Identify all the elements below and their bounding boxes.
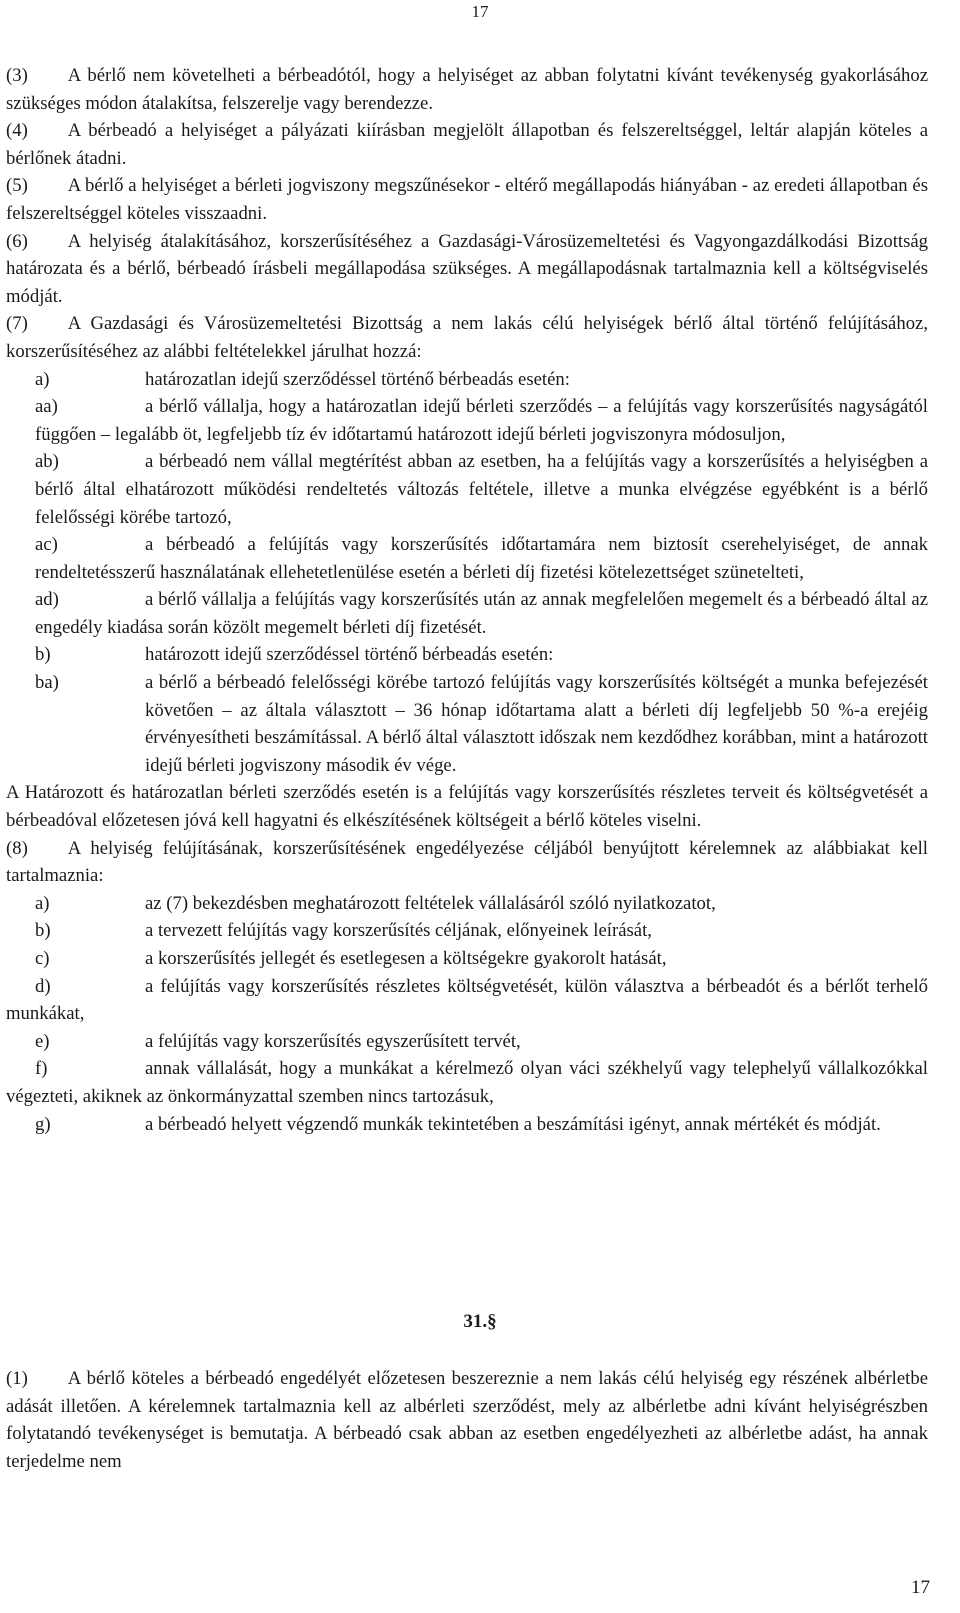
list-item-text: az (7) bekezdésben meghatározott feltételek vállalásáról szóló nyilatkozatot, (145, 892, 716, 914)
page-number-top: 17 (471, 2, 489, 21)
list-item-ac (6, 531, 928, 586)
list-item-text: a bérbeadó nem vállal megtérítést abban az esetben, ha a felújítás vagy a korszerűsítés a helyiségben a bérlő által elhatározott működési rendeltetés változás feltétele, illetve a munka elvégzése egyébként is a bérlő felelősségi körébe tartozó, (35, 451, 928, 528)
list-item-text: a bérlő a bérbeadó felelősségi körébe tartozó felújítás vagy korszerűsítés költségét a munka befejezését követően – az általa választott – 36 hónap időtartama alatt a bérleti díj legfeljebb 50 %-a erejéig érvényesítheti beszámítással. A bérlő által választott időszak nem kezdődhez korábban, mint a határozott idejű bérleti jogviszony második év vége. (145, 672, 928, 776)
paragraph-6 (6, 228, 928, 311)
paragraph-8 (6, 835, 928, 890)
list-item-label: aa) (35, 396, 58, 418)
list-item-label: a) (35, 368, 50, 390)
list-item-8f (6, 1055, 928, 1110)
paragraph-7-closing: A Határozott és határozatlan bérleti szerződés esetén is a felújítás vagy korszerűsítés részletes terveit és költségvetését a bérbeadóval előzetesen jóvá kell hagyatni és elkészítésének költségeit a bérlő köteles viselni. (6, 782, 928, 832)
paragraph-5 (6, 172, 928, 227)
list-item-text: a bérlő vállalja a felújítás vagy korszerűsítés után az annak megfelelően megemelt és a bérbeadó által az engedély kiadása során közölt megemelt bérleti díj fizetését. (35, 589, 928, 638)
list-item-label: f) (35, 1058, 48, 1080)
paragraph-text: A bérlő nem követelheti a bérbeadótól, hogy a helyiséget az abban folytatni kívánt tevékenység gyakorlásához szükséges módon átalakítsa, felszerelje vagy berendezze. (6, 65, 928, 114)
paragraph-number: (4) (6, 120, 28, 142)
paragraph-3 (6, 62, 928, 117)
list-item-text: a tervezett felújítás vagy korszerűsítés céljának, előnyeinek leírását, (145, 920, 652, 942)
list-item-8a (6, 890, 928, 918)
paragraph-text: A helyiség felújításának, korszerűsítésének engedélyezése céljából benyújtott kérelemnek az alábbiakat kell tartalmaznia: (6, 837, 928, 887)
paragraph-number: (8) (6, 837, 28, 859)
document-body (6, 62, 928, 1138)
paragraph-text: A bérbeadó a helyiséget a pályázati kiírásban megjelölt állapotban és felszereltséggel, leltár alapján köteles a bérlőnek átadni. (6, 120, 928, 169)
paragraph-number: (5) (6, 175, 28, 197)
section-heading: 31.§ (463, 1311, 497, 1332)
list-item-text: annak vállalását, hogy a munkákat a kérelmező olyan váci székhelyű vagy telephelyű vállalkozókkal végezteti, akiknek az önkormányzattal szemben nincs tartozásuk, (6, 1058, 928, 1107)
list-item-label: b) (35, 920, 51, 942)
list-item-label: a) (35, 892, 50, 914)
list-item-label: ba) (35, 672, 59, 694)
list-item-text: a felújítás vagy korszerűsítés részletes költségvetését, külön választva a bérbeadót és a bérlőt terhelő munkákat, (6, 975, 928, 1025)
list-item-8c (6, 945, 928, 973)
list-item-a (35, 366, 928, 394)
list-item-ab (6, 448, 928, 531)
list-item-ba (35, 669, 928, 779)
section-31-paragraph-1 (6, 1365, 928, 1475)
paragraph-number: (3) (6, 65, 28, 86)
list-item-label: b) (35, 644, 51, 666)
list-item-8g (6, 1111, 928, 1139)
list-item-label: ac) (35, 534, 58, 556)
list-item-text: a bérbeadó a felújítás vagy korszerűsítés időtartamára nem biztosít cserehelyiséget, de annak rendeltetésszerű használatának ellehetetlenülése esetén a bérleti díj fizetési kötelezettséget szünetelteti, (35, 534, 928, 583)
list-item-ad (6, 586, 928, 641)
list-item-label: e) (35, 1030, 50, 1052)
list-item-label: ad) (35, 589, 59, 611)
paragraph-text: A Gazdasági és Városüzemeltetési Bizottság a nem lakás célú helyiségek bérlő által történő felújításához, korszerűsítéséhez az alábbi feltételekkel járulhat hozzá: (6, 313, 928, 362)
list-item-8b (6, 917, 928, 945)
paragraph-text: A bérlő a helyiséget a bérleti jogviszony megszűnésekor - eltérő megállapodás hiányában - az eredeti állapotban és felszereltséggel köteles visszaadni. (6, 175, 928, 224)
paragraph-4 (6, 117, 928, 172)
list-item-8e (6, 1028, 928, 1056)
page-number-bottom: 17 (911, 1577, 930, 1598)
list-item-label: d) (35, 975, 51, 997)
list-item-text: a bérbeadó helyett végzendő munkák tekintetében a beszámítási igényt, annak mértékét és módját. (145, 1113, 881, 1135)
list-item-text: a felújítás vagy korszerűsítés egyszerűsített tervét, (145, 1030, 521, 1052)
list-item-text: a bérlő vállalja, hogy a határozatlan idejű bérleti szerződés – a felújítás vagy korszerűsítés nagyságától függően – legalább öt, legfeljebb tíz év időtartamú határozott idejű bérleti jogviszonyra módosuljon, (35, 396, 928, 445)
paragraph-text: A bérlő köteles a bérbeadó engedélyét előzetesen beszereznie a nem lakás célú helyiség egy részének albérletbe adását illetően. A kérelemnek tartalmaznia kell az albérleti szerződést, mely az albérletbe adni kívánt helyiségrészben folytatandó tevékenységet is bemutatja. A bérbeadó csak abban az esetben engedélyezheti az albérletbe adást, ha annak terjedelme nem (6, 1368, 928, 1472)
section-31-body (6, 1365, 928, 1475)
paragraph-text: A helyiség átalakításához, korszerűsítéséhez a Gazdasági-Városüzemeltetési és Vagyongazdálkodási Bizottság határozata és a bérlő, bérbeadó írásbeli megállapodása szükséges. A megállapodásnak tartalmaznia kell a költségviselés módját. (6, 230, 928, 307)
list-item-label: c) (35, 948, 50, 969)
paragraph-number: (7) (6, 313, 28, 335)
paragraph-number: (1) (6, 1368, 28, 1389)
list-item-aa (6, 393, 928, 448)
paragraph-number: (6) (6, 230, 28, 252)
list-item-text: határozatlan idejű szerződéssel történő bérbeadás esetén: (145, 368, 570, 390)
list-item-text: a korszerűsítés jellegét és esetlegesen a költségekre gyakorolt hatását, (145, 948, 667, 969)
list-item-label: g) (35, 1113, 51, 1135)
list-item-8d (6, 973, 928, 1028)
list-item-text: határozott idejű szerződéssel történő bérbeadás esetén: (145, 644, 554, 666)
list-item-b (35, 641, 928, 669)
list-item-label: ab) (35, 451, 59, 473)
paragraph-7 (6, 310, 928, 365)
